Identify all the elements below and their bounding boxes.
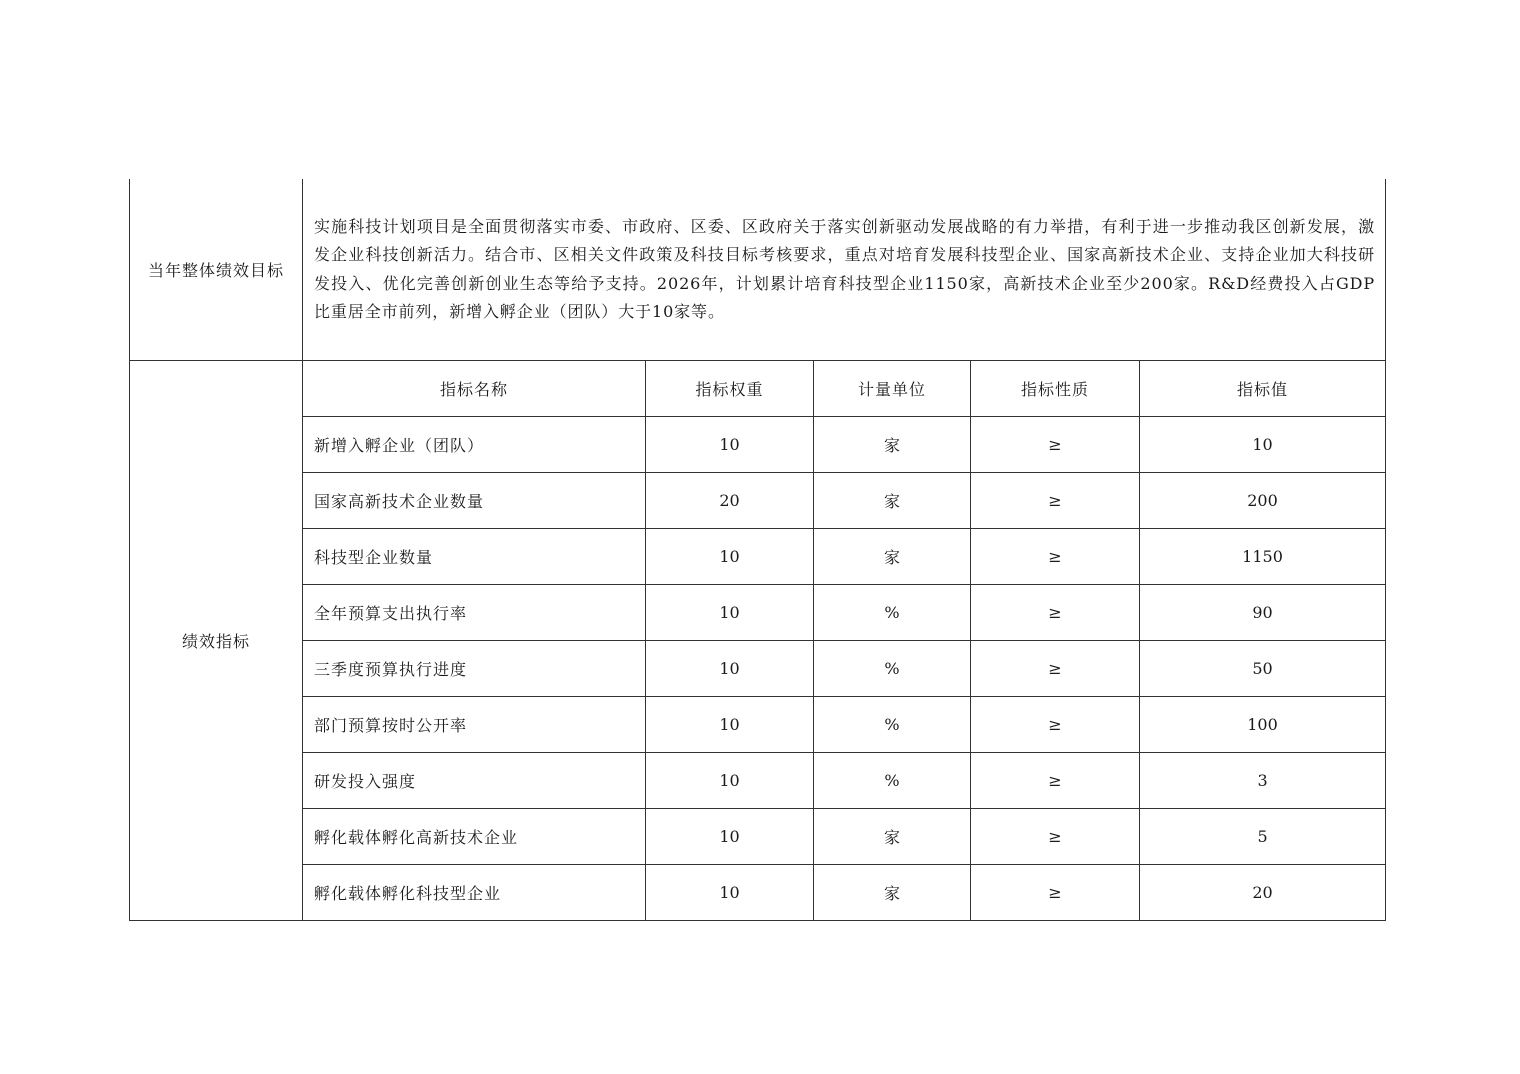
indicator-value: 100: [1140, 697, 1386, 753]
indicator-value: 20: [1140, 865, 1386, 921]
indicator-name: 新增入孵企业（团队）: [303, 417, 646, 473]
indicator-weight: 10: [646, 641, 814, 697]
indicator-row: [130, 417, 1386, 473]
indicator-nature: ≥: [971, 473, 1140, 529]
indicator-nature: ≥: [971, 417, 1140, 473]
annual-goal-row: [130, 179, 1386, 361]
indicator-weight: 10: [646, 697, 814, 753]
indicator-unit: %: [814, 585, 971, 641]
indicator-unit: %: [814, 753, 971, 809]
indicator-weight: 10: [646, 865, 814, 921]
indicator-weight: 10: [646, 585, 814, 641]
header-nature: 指标性质: [971, 361, 1140, 417]
indicator-value: 90: [1140, 585, 1386, 641]
indicator-row: [130, 473, 1386, 529]
header-indicator-weight: 指标权重: [646, 361, 814, 417]
indicator-value: 200: [1140, 473, 1386, 529]
indicator-header-row: [130, 361, 1386, 417]
indicator-nature: ≥: [971, 753, 1140, 809]
indicator-nature: ≥: [971, 529, 1140, 585]
indicator-value: 10: [1140, 417, 1386, 473]
header-value: 指标值: [1140, 361, 1386, 417]
indicator-weight: 10: [646, 529, 814, 585]
indicator-row: [130, 641, 1386, 697]
indicator-weight: 20: [646, 473, 814, 529]
annual-goal-text: 实施科技计划项目是全面贯彻落实市委、市政府、区委、区政府关于落实创新驱动发展战略的有力举措，有利于进一步推动我区创新发展，激发企业科技创新活力。结合市、区相关文件政策及科技目标考核要求，重点对培育发展科技型企业、国家高新技术企业、支持企业加大科技研发投入、优化完善创新创业生态等给予支持。2026年，计划累计培育科技型企业1150家，高新技术企业至少200家。R&D经费投入占GDP比重居全市前列，新增入孵企业（团队）大于10家等。: [303, 179, 1386, 361]
indicator-unit: 家: [814, 809, 971, 865]
indicator-row: [130, 753, 1386, 809]
indicator-nature: ≥: [971, 865, 1140, 921]
header-indicator-name: 指标名称: [303, 361, 646, 417]
indicator-nature: ≥: [971, 697, 1140, 753]
indicator-value: 1150: [1140, 529, 1386, 585]
indicator-unit: 家: [814, 417, 971, 473]
indicator-name: 国家高新技术企业数量: [303, 473, 646, 529]
indicator-name: 孵化载体孵化高新技术企业: [303, 809, 646, 865]
indicator-name: 全年预算支出执行率: [303, 585, 646, 641]
indicator-row: [130, 529, 1386, 585]
indicator-weight: 10: [646, 809, 814, 865]
indicator-name: 部门预算按时公开率: [303, 697, 646, 753]
indicator-value: 50: [1140, 641, 1386, 697]
indicator-unit: 家: [814, 473, 971, 529]
indicator-unit: %: [814, 641, 971, 697]
annual-goal-label: 当年整体绩效目标: [130, 179, 303, 361]
indicators-label: 绩效指标: [130, 361, 303, 921]
indicator-value: 5: [1140, 809, 1386, 865]
indicator-nature: ≥: [971, 641, 1140, 697]
indicator-nature: ≥: [971, 809, 1140, 865]
indicator-row: [130, 809, 1386, 865]
indicator-row: [130, 697, 1386, 753]
indicator-value: 3: [1140, 753, 1386, 809]
indicator-unit: 家: [814, 865, 971, 921]
indicator-unit: 家: [814, 529, 971, 585]
indicator-row: [130, 585, 1386, 641]
header-unit: 计量单位: [814, 361, 971, 417]
performance-table: [129, 179, 1386, 921]
indicator-name: 孵化载体孵化科技型企业: [303, 865, 646, 921]
indicator-nature: ≥: [971, 585, 1140, 641]
indicator-weight: 10: [646, 753, 814, 809]
indicator-weight: 10: [646, 417, 814, 473]
indicator-name: 三季度预算执行进度: [303, 641, 646, 697]
indicator-row: [130, 865, 1386, 921]
indicator-name: 科技型企业数量: [303, 529, 646, 585]
indicator-name: 研发投入强度: [303, 753, 646, 809]
indicator-unit: %: [814, 697, 971, 753]
